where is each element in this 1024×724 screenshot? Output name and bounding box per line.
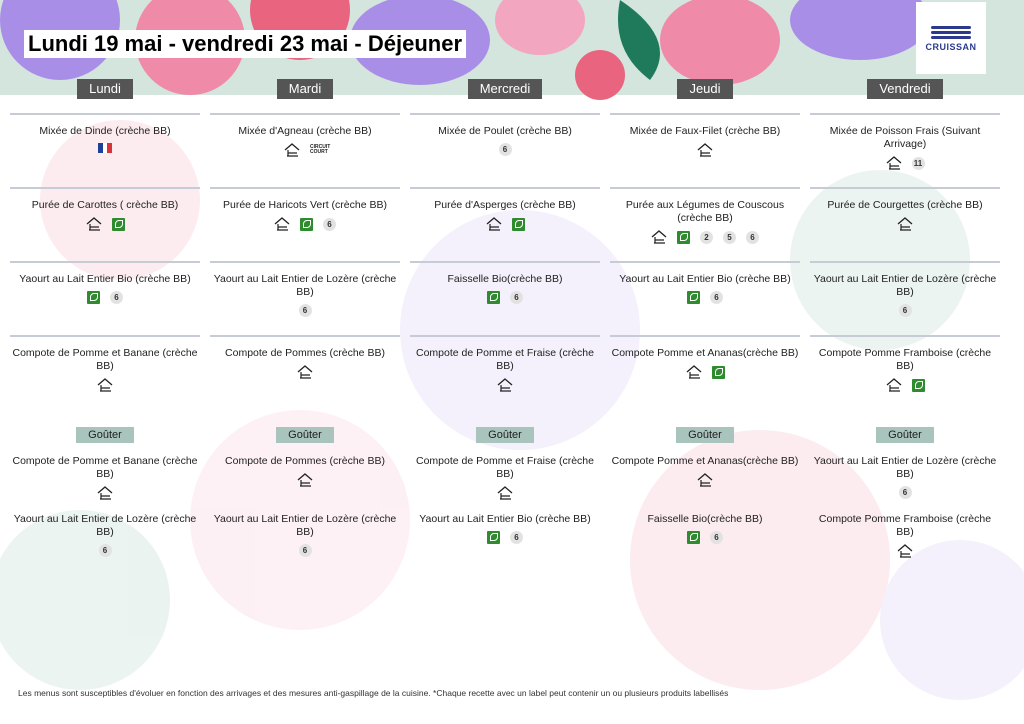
row-divider xyxy=(10,261,200,263)
circuit-court-icon: CIRCUIT COURT xyxy=(310,144,331,155)
bio-label-icon xyxy=(712,366,725,379)
dish-labels xyxy=(10,378,200,392)
bio-label-icon xyxy=(912,379,925,392)
row-divider xyxy=(210,261,400,263)
bio-label-icon xyxy=(512,218,525,231)
allergen-badge: 5 xyxy=(723,231,736,244)
menu-item xyxy=(10,273,200,304)
house-icon xyxy=(497,486,513,500)
dish-name: Compote Pomme et Ananas(crèche BB) xyxy=(611,347,799,359)
bio-label-icon xyxy=(487,531,500,544)
dish-name: Compote de Pomme et Fraise (crèche BB) xyxy=(416,455,594,480)
gouter-label: Goûter xyxy=(676,427,734,443)
allergen-badge: 6 xyxy=(746,231,759,244)
row-divider xyxy=(610,113,800,115)
dish-name: Purée d'Asperges (crèche BB) xyxy=(434,199,576,211)
day-column-mardi xyxy=(210,79,400,555)
bio-label-icon xyxy=(487,291,500,304)
day-header xyxy=(610,79,800,99)
dish-labels xyxy=(10,486,200,500)
dish-name: Yaourt au Lait Entier de Lozère (crèche BB) xyxy=(213,273,397,298)
row-divider xyxy=(410,335,600,337)
gouter-header xyxy=(58,427,152,443)
dish-labels xyxy=(610,230,800,244)
row-divider xyxy=(410,187,600,189)
row-divider xyxy=(610,261,800,263)
logo xyxy=(916,2,986,74)
house-icon xyxy=(97,378,113,392)
row-divider xyxy=(810,261,1000,263)
dish-labels xyxy=(210,544,400,557)
dish-labels xyxy=(410,291,600,304)
dish-name: Yaourt au Lait Entier Bio (crèche BB) xyxy=(419,513,591,525)
dish-name: Compote Pomme Framboise (crèche BB) xyxy=(818,347,992,372)
gouter-item xyxy=(610,513,800,544)
dish-labels xyxy=(610,365,800,379)
dish-labels xyxy=(610,143,800,157)
menu-item xyxy=(610,199,800,244)
dish-name: Compote de Pomme et Fraise (crèche BB) xyxy=(416,347,594,372)
menu-item xyxy=(410,347,600,392)
menu-item xyxy=(810,125,1000,170)
gouter-item xyxy=(610,455,800,487)
logo-wave xyxy=(931,36,971,39)
menu-item xyxy=(410,125,600,156)
allergen-badge: 6 xyxy=(710,531,723,544)
day-label: Vendredi xyxy=(867,79,942,99)
row-divider xyxy=(810,187,1000,189)
bio-label-icon xyxy=(687,291,700,304)
house-icon xyxy=(686,365,702,379)
gouter-header xyxy=(858,427,952,443)
day-label: Jeudi xyxy=(677,79,732,99)
dish-labels xyxy=(610,531,800,544)
gouter-header xyxy=(658,427,752,443)
dish-name: Yaourt au Lait Entier de Lozère (crèche BB) xyxy=(13,513,197,538)
logo-wave xyxy=(931,26,971,29)
gouter-label: Goûter xyxy=(476,427,534,443)
menu-item xyxy=(210,199,400,231)
menu-item xyxy=(10,125,200,153)
menu-item xyxy=(410,273,600,304)
dish-name: Mixée d'Agneau (crèche BB) xyxy=(238,125,372,137)
gouter-item xyxy=(210,455,400,487)
gouter-item xyxy=(10,513,200,557)
house-icon xyxy=(274,217,290,231)
gouter-label: Goûter xyxy=(76,427,134,443)
gouter-item xyxy=(210,513,400,557)
day-label: Mardi xyxy=(277,79,334,99)
allergen-badge: 6 xyxy=(510,531,523,544)
dish-name: Yaourt au Lait Entier Bio (crèche BB) xyxy=(619,273,791,285)
dish-labels xyxy=(810,217,1000,231)
row-divider xyxy=(810,335,1000,337)
menu-item xyxy=(10,347,200,392)
dish-labels xyxy=(410,378,600,392)
allergen-badge: 6 xyxy=(99,544,112,557)
dish-labels xyxy=(410,531,600,544)
dish-labels xyxy=(210,473,400,487)
dish-labels xyxy=(10,291,200,304)
dish-labels xyxy=(10,143,200,153)
house-icon xyxy=(297,473,313,487)
dish-labels xyxy=(810,156,1000,170)
dish-labels xyxy=(810,378,1000,392)
french-flag-icon xyxy=(98,143,112,153)
house-icon xyxy=(497,378,513,392)
dish-name: Purée de Carottes ( crèche BB) xyxy=(31,199,179,211)
menu-item xyxy=(210,125,400,157)
gouter-item xyxy=(410,455,600,500)
dish-name: Compote de Pomme et Banane (crèche BB) xyxy=(12,347,198,372)
row-divider xyxy=(10,187,200,189)
house-icon xyxy=(297,365,313,379)
menu-item xyxy=(810,273,1000,317)
dish-labels xyxy=(610,291,800,304)
dish-name: Faisselle Bio(crèche BB) xyxy=(647,513,763,525)
dish-name: Mixée de Faux-Filet (crèche BB) xyxy=(629,125,781,137)
allergen-badge: 6 xyxy=(899,304,912,317)
gouter-item xyxy=(410,513,600,544)
dish-name: Compote de Pommes (crèche BB) xyxy=(225,347,385,359)
house-icon xyxy=(897,544,913,558)
logo-wave xyxy=(931,31,971,34)
day-label: Mercredi xyxy=(468,79,543,99)
gouter-item xyxy=(810,513,1000,558)
dish-labels xyxy=(810,486,1000,499)
allergen-badge: 6 xyxy=(323,218,336,231)
gouter-header xyxy=(458,427,552,443)
row-divider xyxy=(10,335,200,337)
day-column-vendredi xyxy=(810,79,1000,538)
row-divider xyxy=(210,335,400,337)
gouter-label: Goûter xyxy=(276,427,334,443)
dish-name: Yaourt au Lait Entier de Lozère (crèche BB) xyxy=(813,455,997,480)
menu-item xyxy=(410,199,600,231)
dish-labels xyxy=(210,365,400,379)
dish-name: Yaourt au Lait Entier de Lozère (crèche BB) xyxy=(213,513,397,538)
dish-labels xyxy=(410,217,600,231)
menu-item xyxy=(810,199,1000,231)
allergen-badge: 11 xyxy=(912,157,925,170)
menu-item xyxy=(610,347,800,379)
bio-label-icon xyxy=(87,291,100,304)
house-icon xyxy=(897,217,913,231)
dish-labels xyxy=(810,544,1000,558)
footer-note: Les menus sont susceptibles d'évoluer en fonction des arrivages et des mesures anti-gaspillage de la cuisine. *Chaque recette avec un label peut contenir un ou plusieurs produits labellisés xyxy=(18,688,729,698)
day-header xyxy=(810,79,1000,99)
house-icon xyxy=(697,473,713,487)
row-divider xyxy=(410,261,600,263)
row-divider xyxy=(210,187,400,189)
row-divider xyxy=(410,113,600,115)
menu-item xyxy=(810,347,1000,392)
house-icon xyxy=(284,143,300,157)
menu-item xyxy=(10,199,200,231)
gouter-item xyxy=(810,455,1000,499)
dish-name: Faisselle Bio(crèche BB) xyxy=(447,273,563,285)
dish-name: Purée de Courgettes (crèche BB) xyxy=(827,199,983,211)
page-title: Lundi 19 mai - vendredi 23 mai - Déjeuner xyxy=(24,30,466,58)
menu-item xyxy=(610,273,800,304)
bio-label-icon xyxy=(687,531,700,544)
row-divider xyxy=(810,113,1000,115)
allergen-badge: 6 xyxy=(510,291,523,304)
allergen-badge: 6 xyxy=(110,291,123,304)
bio-label-icon xyxy=(112,218,125,231)
dish-name: Compote de Pomme et Banane (crèche BB) xyxy=(12,455,198,480)
dish-labels xyxy=(10,544,200,557)
house-icon xyxy=(886,156,902,170)
allergen-badge: 6 xyxy=(899,486,912,499)
bio-label-icon xyxy=(300,218,313,231)
dish-name: Yaourt au Lait Entier de Lozère (crèche BB) xyxy=(813,273,997,298)
dish-name: Purée de Haricots Vert (crèche BB) xyxy=(223,199,387,211)
dish-name: Compote Pomme et Ananas(crèche BB) xyxy=(611,455,799,467)
allergen-badge: 6 xyxy=(299,304,312,317)
day-column-mercredi xyxy=(410,79,600,542)
day-label: Lundi xyxy=(77,79,133,99)
row-divider xyxy=(210,113,400,115)
dish-labels xyxy=(410,486,600,500)
dish-labels xyxy=(610,473,800,487)
menu-item xyxy=(210,347,400,379)
gouter-label: Goûter xyxy=(876,427,934,443)
dish-labels xyxy=(210,304,400,317)
allergen-badge: 2 xyxy=(700,231,713,244)
dish-name: Compote Pomme Framboise (crèche BB) xyxy=(818,513,992,538)
dish-name: Purée aux Légumes de Couscous (crèche BB) xyxy=(625,199,785,224)
house-icon xyxy=(486,217,502,231)
house-icon xyxy=(651,230,667,244)
row-divider xyxy=(610,187,800,189)
day-column-jeudi xyxy=(610,79,800,542)
dish-labels xyxy=(410,143,600,156)
row-divider xyxy=(610,335,800,337)
dish-name: Mixée de Poisson Frais (Suivant Arrivage) xyxy=(829,125,981,150)
menu-item xyxy=(610,125,800,157)
dish-name: Compote de Pommes (crèche BB) xyxy=(225,455,385,467)
day-column-lundi xyxy=(10,79,200,555)
dish-labels xyxy=(210,217,400,231)
dish-labels xyxy=(810,304,1000,317)
logo-text: CRUISSAN xyxy=(925,41,977,52)
house-icon xyxy=(86,217,102,231)
dish-name: Mixée de Dinde (crèche BB) xyxy=(39,125,171,137)
menu-item xyxy=(210,273,400,317)
dish-labels xyxy=(10,217,200,231)
allergen-badge: 6 xyxy=(499,143,512,156)
allergen-badge: 6 xyxy=(710,291,723,304)
house-icon xyxy=(97,486,113,500)
house-icon xyxy=(886,378,902,392)
row-divider xyxy=(10,113,200,115)
day-header xyxy=(410,79,600,99)
gouter-header xyxy=(258,427,352,443)
dish-labels xyxy=(210,143,400,157)
bio-label-icon xyxy=(677,231,690,244)
day-header xyxy=(210,79,400,99)
dish-name: Mixée de Poulet (crèche BB) xyxy=(438,125,572,137)
day-header xyxy=(10,79,200,99)
allergen-badge: 6 xyxy=(299,544,312,557)
dish-name: Yaourt au Lait Entier Bio (crèche BB) xyxy=(19,273,191,285)
gouter-item xyxy=(10,455,200,500)
house-icon xyxy=(697,143,713,157)
